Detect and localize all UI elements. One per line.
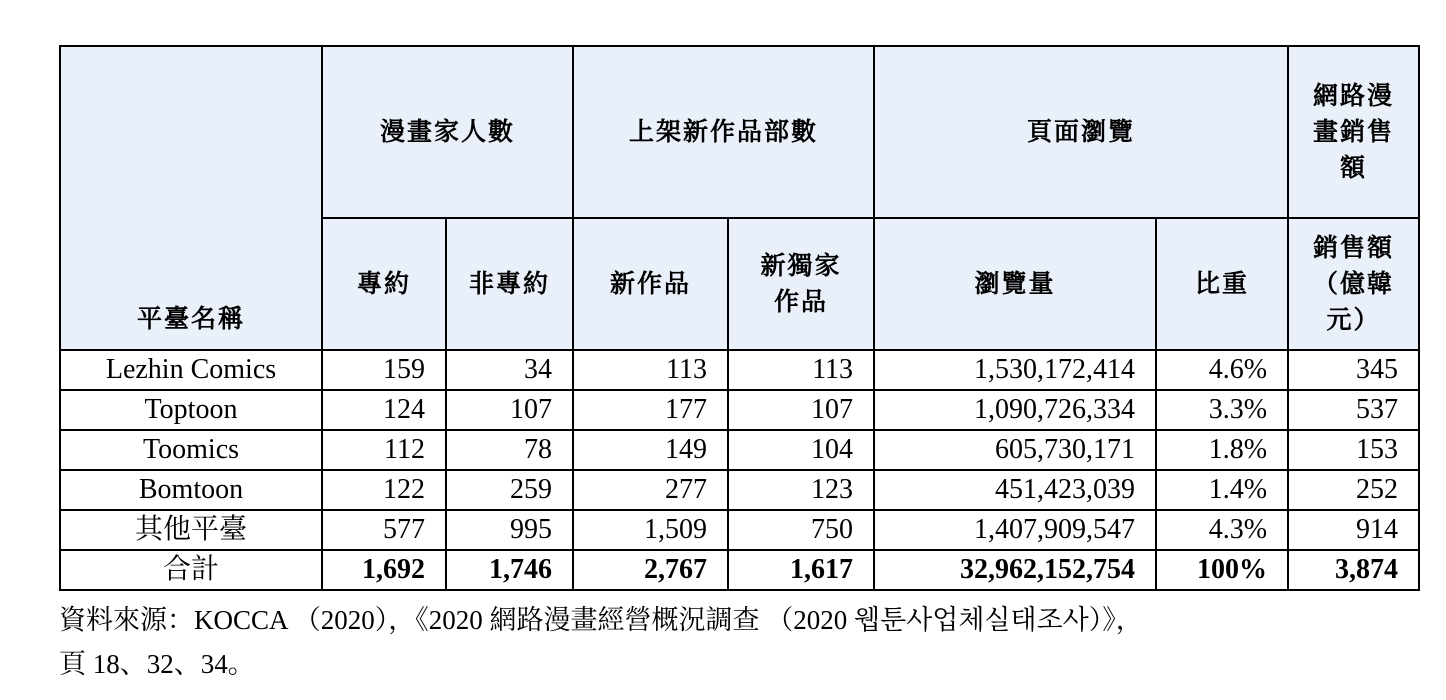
cell-exclusive: 159 bbox=[322, 350, 446, 390]
cell-new-exclusive: 113 bbox=[728, 350, 874, 390]
header-non-exclusive: 非專約 bbox=[446, 218, 573, 350]
cell-new-work: 149 bbox=[573, 430, 728, 470]
cell-non-exclusive: 78 bbox=[446, 430, 573, 470]
cell-share: 4.3% bbox=[1156, 510, 1288, 550]
cell-share: 1.8% bbox=[1156, 430, 1288, 470]
table-row bbox=[60, 470, 1419, 510]
cell-new-exclusive: 750 bbox=[728, 510, 874, 550]
cell-platform: Toomics bbox=[60, 430, 322, 470]
cell-new-work: 1,509 bbox=[573, 510, 728, 550]
header-new-exclusive-work: 新獨家作品 bbox=[728, 218, 874, 350]
table-row bbox=[60, 350, 1419, 390]
source-line-2: 頁 18、32、34。 bbox=[59, 649, 255, 679]
cell-sales: 914 bbox=[1288, 510, 1419, 550]
header-sales: 銷售額（億韓元） bbox=[1288, 218, 1419, 350]
cell-views: 1,530,172,414 bbox=[874, 350, 1156, 390]
cell-share: 4.6% bbox=[1156, 350, 1288, 390]
header-share: 比重 bbox=[1156, 218, 1288, 350]
cell-total-new-exclusive: 1,617 bbox=[728, 550, 874, 590]
cell-new-exclusive: 123 bbox=[728, 470, 874, 510]
cell-share: 1.4% bbox=[1156, 470, 1288, 510]
cell-exclusive: 112 bbox=[322, 430, 446, 470]
cell-exclusive: 577 bbox=[322, 510, 446, 550]
webtoon-platform-table bbox=[59, 45, 1420, 591]
header-artists: 漫畫家人數 bbox=[322, 46, 573, 218]
cell-sales: 153 bbox=[1288, 430, 1419, 470]
cell-platform: 其他平臺 bbox=[60, 510, 322, 550]
header-sales-group: 網路漫畫銷售額 bbox=[1288, 46, 1419, 218]
cell-non-exclusive: 34 bbox=[446, 350, 573, 390]
cell-non-exclusive: 995 bbox=[446, 510, 573, 550]
cell-total-views: 32,962,152,754 bbox=[874, 550, 1156, 590]
cell-total-share: 100% bbox=[1156, 550, 1288, 590]
header-exclusive: 專約 bbox=[322, 218, 446, 350]
table-row bbox=[60, 430, 1419, 470]
cell-sales: 252 bbox=[1288, 470, 1419, 510]
cell-sales: 345 bbox=[1288, 350, 1419, 390]
cell-new-exclusive: 104 bbox=[728, 430, 874, 470]
cell-sales: 537 bbox=[1288, 390, 1419, 430]
header-new-works: 上架新作品部數 bbox=[573, 46, 874, 218]
header-new-work: 新作品 bbox=[573, 218, 728, 350]
cell-non-exclusive: 259 bbox=[446, 470, 573, 510]
cell-total-label: 合計 bbox=[60, 550, 322, 590]
cell-total-non-exclusive: 1,746 bbox=[446, 550, 573, 590]
cell-views: 451,423,039 bbox=[874, 470, 1156, 510]
cell-share: 3.3% bbox=[1156, 390, 1288, 430]
cell-new-work: 177 bbox=[573, 390, 728, 430]
header-platform: 平臺名稱 bbox=[60, 46, 322, 350]
source-note bbox=[59, 598, 1419, 686]
cell-new-work: 113 bbox=[573, 350, 728, 390]
cell-new-work: 277 bbox=[573, 470, 728, 510]
header-page-views: 頁面瀏覽 bbox=[874, 46, 1288, 218]
cell-platform: Bomtoon bbox=[60, 470, 322, 510]
table-row bbox=[60, 390, 1419, 430]
cell-total-sales: 3,874 bbox=[1288, 550, 1419, 590]
cell-platform: Lezhin Comics bbox=[60, 350, 322, 390]
cell-non-exclusive: 107 bbox=[446, 390, 573, 430]
cell-exclusive: 124 bbox=[322, 390, 446, 430]
table-row bbox=[60, 510, 1419, 550]
cell-exclusive: 122 bbox=[322, 470, 446, 510]
cell-views: 1,090,726,334 bbox=[874, 390, 1156, 430]
cell-total-new-work: 2,767 bbox=[573, 550, 728, 590]
total-row bbox=[60, 550, 1419, 590]
cell-platform: Toptoon bbox=[60, 390, 322, 430]
header-views: 瀏覽量 bbox=[874, 218, 1156, 350]
cell-total-exclusive: 1,692 bbox=[322, 550, 446, 590]
cell-views: 1,407,909,547 bbox=[874, 510, 1156, 550]
cell-views: 605,730,171 bbox=[874, 430, 1156, 470]
header-row-top bbox=[60, 46, 1419, 218]
source-line-1: 資料來源：KOCCA （2020），《2020 網路漫畫經營概況調查 （2020 웹툰사업체실태조사）》， bbox=[59, 605, 1143, 635]
cell-new-exclusive: 107 bbox=[728, 390, 874, 430]
